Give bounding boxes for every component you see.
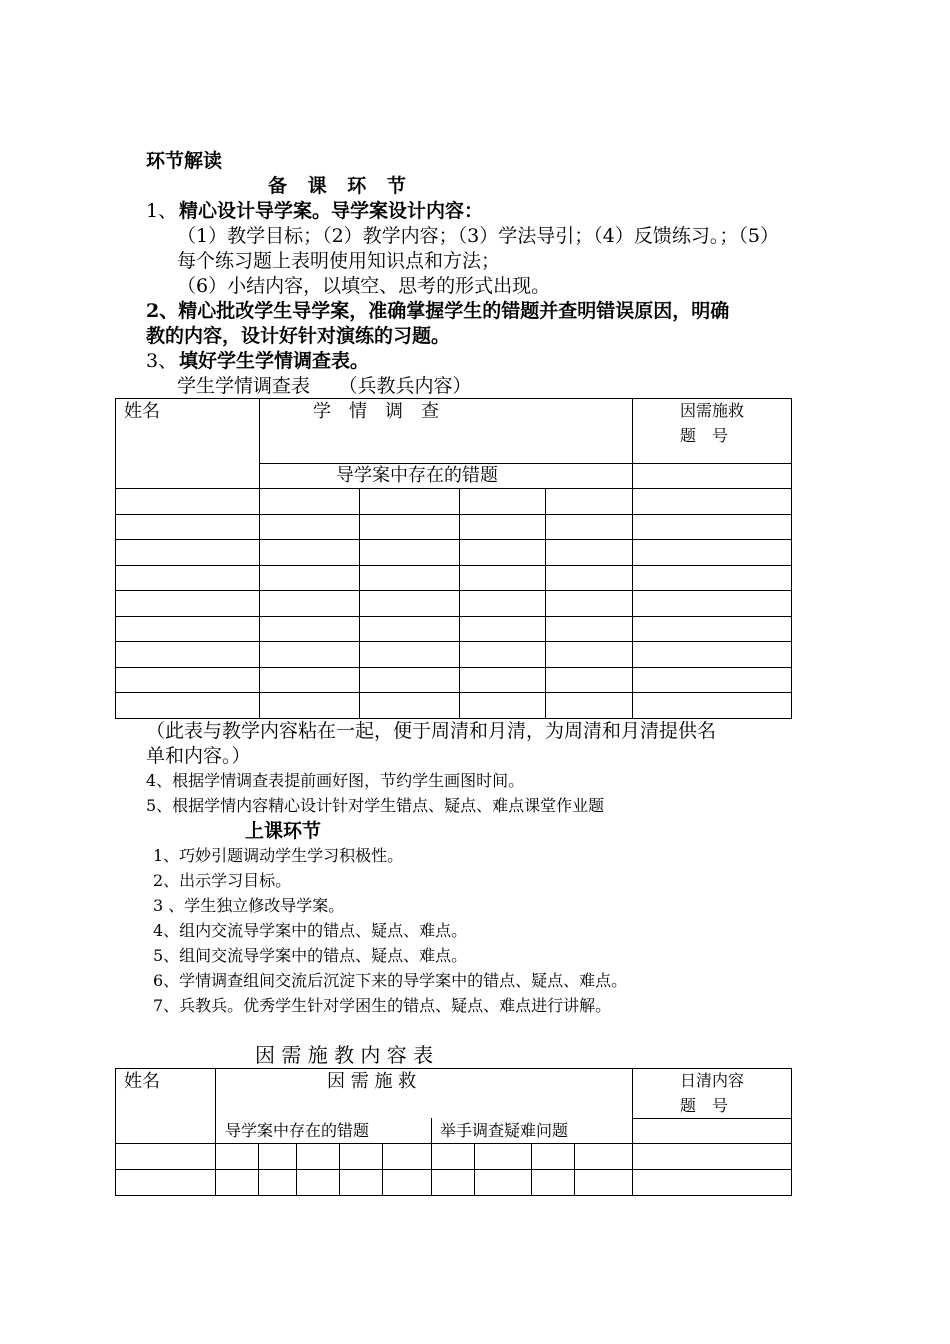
item1-line4: （6）小结内容，以填空、思考的形式出现。 <box>177 275 551 297</box>
table1-line <box>115 667 792 668</box>
table1-line <box>115 718 792 719</box>
table1-note-line1: （此表与教学内容粘在一起，便于周清和月清，为周清和月清提供名 <box>146 720 717 742</box>
item1-title: 精心设计导学案。导学案设计内容： <box>179 200 484 222</box>
table1-line <box>545 488 546 719</box>
item1-number: 1、 <box>146 200 178 222</box>
table1-line <box>115 590 792 591</box>
table2-line <box>531 1143 532 1196</box>
table2-header-daily-line1: 日清内容 <box>680 1071 745 1090</box>
item1-line3: 每个练习题上表明使用知识点和方法； <box>177 250 501 272</box>
table2-line <box>574 1143 575 1196</box>
table1-line <box>115 565 792 566</box>
table1-line <box>115 692 792 693</box>
item3-title: 填好学生学情调查表。 <box>179 350 370 372</box>
table2-line <box>791 1068 792 1196</box>
table1-line <box>115 641 792 642</box>
table2-header-name: 姓名 <box>124 1071 160 1092</box>
table1-line <box>259 463 792 464</box>
table2-subheader-questions: 举手调查疑难问题 <box>440 1121 569 1140</box>
table2-line <box>632 1068 633 1196</box>
item1-line2: （1）教学目标；（2）教学内容；（3）学法导引；（4）反馈练习。；（5） <box>177 225 779 247</box>
table2-caption: 因 需 施 教 内 容 表 <box>255 1043 434 1067</box>
table2-header-help: 因 需 施 救 <box>327 1071 417 1092</box>
class-item-1: 1、巧妙引题调动学生学习积极性。 <box>153 846 404 865</box>
table2-line <box>115 1195 792 1196</box>
table1-header-help-line2: 题 号 <box>680 426 729 445</box>
table2-line <box>339 1143 340 1196</box>
prep-heading: 备 课 环 节 <box>268 175 406 197</box>
section-title: 环节解读 <box>146 150 223 172</box>
table2-line <box>632 1118 792 1119</box>
table1-note-line2: 单和内容。） <box>146 745 251 767</box>
table2-line <box>115 1169 792 1170</box>
table1-header-survey: 学 情 调 查 <box>313 401 439 422</box>
class-item-5: 5、组间交流导学案中的错点、疑点、难点。 <box>153 946 468 965</box>
table1-caption: 学生学情调查表 （兵教兵内容） <box>177 375 472 397</box>
table1-line <box>115 398 116 719</box>
item4: 4、根据学情调查表提前画好图，节约学生画图时间。 <box>146 771 525 790</box>
table2-line <box>258 1143 259 1196</box>
item3-number: 3、 <box>146 350 178 372</box>
table2-header-daily-line2: 题 号 <box>680 1096 729 1115</box>
table2-line <box>474 1143 475 1196</box>
table2-line <box>215 1068 216 1196</box>
table1-line <box>115 539 792 540</box>
class-item-3: 3 、学生独立修改导学案。 <box>153 896 345 915</box>
item5: 5、根据学情内容精心设计针对学生错点、疑点、难点课堂作业题 <box>146 796 605 815</box>
class-item-4: 4、组内交流导学案中的错点、疑点、难点。 <box>153 921 468 940</box>
table1-header-help-line1: 因需施救 <box>680 401 745 420</box>
table2-subheader-errors: 导学案中存在的错题 <box>225 1121 370 1140</box>
item2-line2: 教的内容，设计好针对演练的习题。 <box>146 325 451 347</box>
class-heading: 上课环节 <box>245 820 322 842</box>
table1-line <box>791 398 792 719</box>
table1-line <box>259 398 260 719</box>
table1-header-name: 姓名 <box>124 401 160 422</box>
table1-subheader-errors: 导学案中存在的错题 <box>336 465 498 486</box>
table2-line <box>115 1143 792 1144</box>
class-item-2: 2、出示学习目标。 <box>153 871 292 890</box>
table2-line <box>382 1143 383 1196</box>
table1-line <box>115 616 792 617</box>
table2-line <box>431 1118 432 1196</box>
class-item-6: 6、学情调查组间交流后沉淀下来的导学案中的错点、疑点、难点。 <box>153 971 628 990</box>
table1-line <box>115 398 792 399</box>
item2-line1: 2、精心批改学生导学案，准确掌握学生的错题并查明错误原因，明确 <box>146 300 730 322</box>
table1-line <box>359 488 360 719</box>
table1-line <box>115 488 792 489</box>
table1-line <box>459 488 460 719</box>
table1-line <box>632 398 633 719</box>
table2-line <box>296 1143 297 1196</box>
class-item-7: 7、兵教兵。优秀学生针对学困生的错点、疑点、难点进行讲解。 <box>153 996 612 1015</box>
table2-line <box>115 1068 792 1069</box>
table2-line <box>115 1068 116 1196</box>
table1-line <box>115 514 792 515</box>
